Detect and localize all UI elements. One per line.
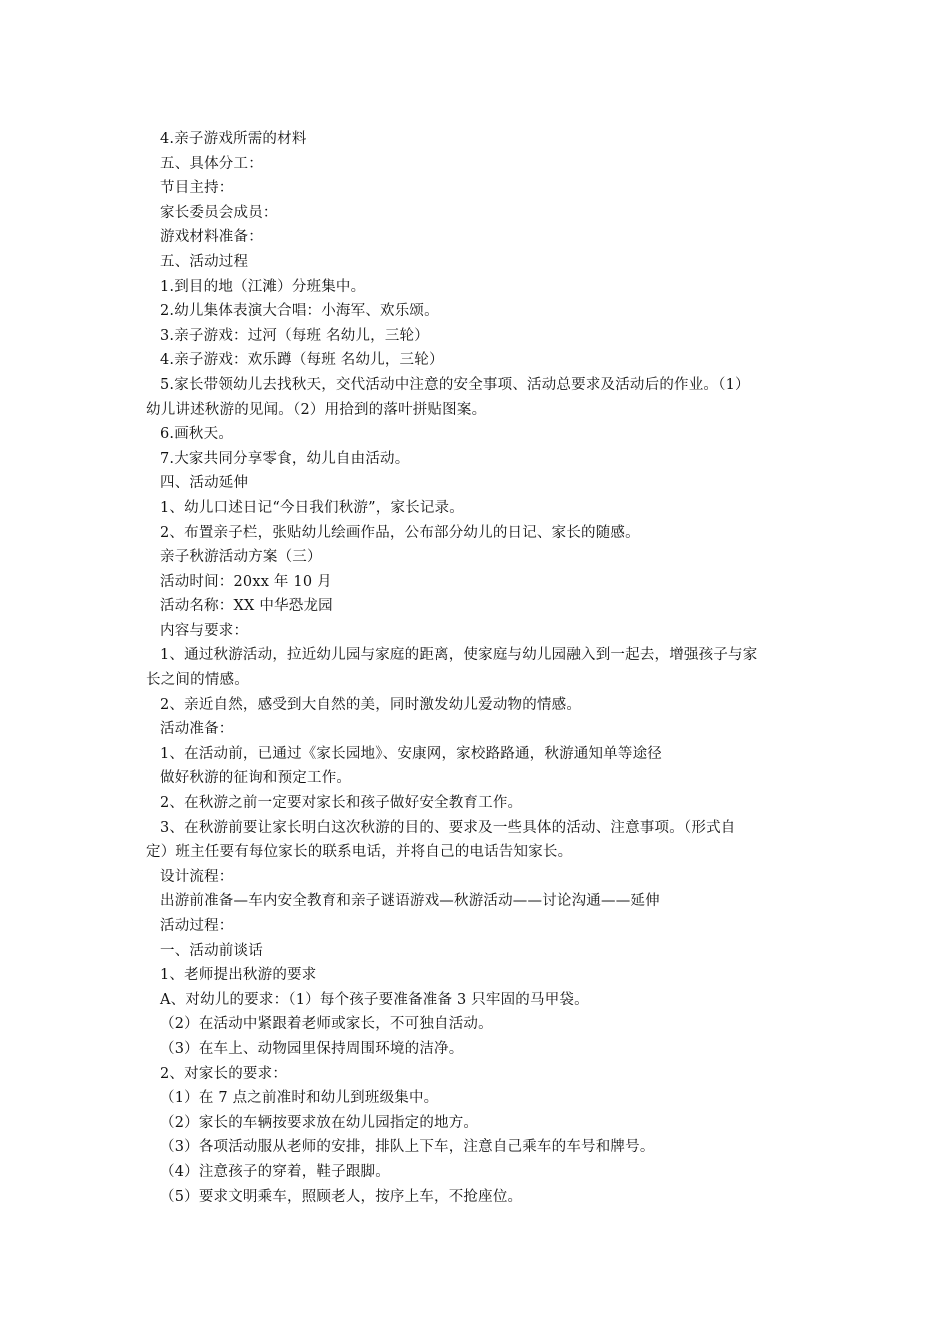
- text-line: 四、活动延伸: [160, 475, 249, 492]
- text-line: 活动名称：XX 中华恐龙园: [160, 598, 333, 615]
- text-line: （4）注意孩子的穿着，鞋子跟脚。: [160, 1163, 390, 1180]
- text-line: 1、幼儿口述日记“今日我们秋游”，家长记录。: [160, 499, 464, 516]
- text-line: （5）要求文明乘车，照顾老人，按序上车，不抢座位。: [160, 1188, 523, 1205]
- text-line: 4.亲子游戏：欢乐蹲（每班 名幼儿，三轮）: [160, 352, 444, 369]
- text-line: （1）在 7 点之前准时和幼儿到班级集中。: [160, 1090, 439, 1107]
- text-line: 设计流程：: [160, 868, 234, 885]
- text-line: 五、具体分工：: [160, 155, 263, 172]
- text-line: 定）班主任要有每位家长的联系电话，并将自己的电话告知家长。: [146, 844, 573, 861]
- text-line: 活动准备：: [160, 721, 234, 738]
- text-line: （3）各项活动服从老师的安排，排队上下车，注意自己乘车的车号和牌号。: [160, 1139, 655, 1156]
- text-line: 2、对家长的要求：: [160, 1065, 288, 1082]
- text-line: 出游前准备—车内安全教育和亲子谜语游戏—秋游活动——讨论沟通——延伸: [160, 893, 660, 910]
- text-line: 做好秋游的征询和预定工作。: [160, 770, 352, 787]
- text-line: 1、老师提出秋游的要求: [160, 967, 317, 984]
- text-line: 一、活动前谈话: [160, 942, 263, 959]
- text-line: 3.亲子游戏：过河（每班 名幼儿，三轮）: [160, 327, 429, 344]
- text-line: 2、亲近自然，感受到大自然的美，同时激发幼儿爱动物的情感。: [160, 696, 582, 713]
- text-line: 1、在活动前，已通过《家长园地》、安康网，家校路路通，秋游通知单等途径: [160, 745, 662, 762]
- text-line: A、对幼儿的要求：（1）每个孩子要准备准备 3 只牢固的马甲袋。: [160, 991, 589, 1008]
- text-line: 活动时间：20xx 年 10 月: [160, 573, 332, 590]
- text-line: 亲子秋游活动方案（三）: [160, 549, 322, 566]
- text-line: 2.幼儿集体表演大合唱：小海军、欢乐颂。: [160, 303, 439, 320]
- text-line: 节目主持：: [160, 180, 234, 197]
- text-line: （2）家长的车辆按要求放在幼儿园指定的地方。: [160, 1114, 479, 1131]
- text-line: （3）在车上、动物园里保持周围环境的洁净。: [160, 1040, 464, 1057]
- text-line: 7.大家共同分享零食，幼儿自由活动。: [160, 450, 410, 467]
- text-line: 6.画秋天。: [160, 426, 234, 443]
- text-line: 4.亲子游戏所需的材料: [160, 131, 307, 147]
- text-line: 内容与要求：: [160, 622, 249, 639]
- text-line: 2、布置亲子栏，张贴幼儿绘画作品，公布部分幼儿的日记、家长的随感。: [160, 524, 640, 541]
- text-line: 五、活动过程: [160, 253, 249, 270]
- text-line: 幼儿讲述秋游的见闻。（2）用拾到的落叶拼贴图案。: [146, 401, 487, 418]
- text-line: 1、通过秋游活动，拉近幼儿园与家庭的距离，使家庭与幼儿园融入到一起去，增强孩子与家: [160, 647, 758, 664]
- text-line: 家长委员会成员：: [160, 204, 278, 221]
- text-line: 3、在秋游前要让家长明白这次秋游的目的、要求及一些具体的活动、注意事项。（形式自: [160, 819, 736, 836]
- text-line: 游戏材料准备：: [160, 229, 263, 246]
- text-line: 长之间的情感。: [146, 672, 249, 689]
- text-line: 活动过程：: [160, 918, 234, 934]
- text-line: 5.家长带领幼儿去找秋天，交代活动中注意的安全事项、活动总要求及活动后的作业。（1）: [160, 376, 750, 393]
- text-line: （2）在活动中紧跟着老师或家长，不可独自活动。: [160, 1016, 493, 1033]
- text-line: 1.到目的地（江滩）分班集中。: [160, 278, 366, 295]
- text-line: 2、在秋游之前一定要对家长和孩子做好安全教育工作。: [160, 795, 523, 812]
